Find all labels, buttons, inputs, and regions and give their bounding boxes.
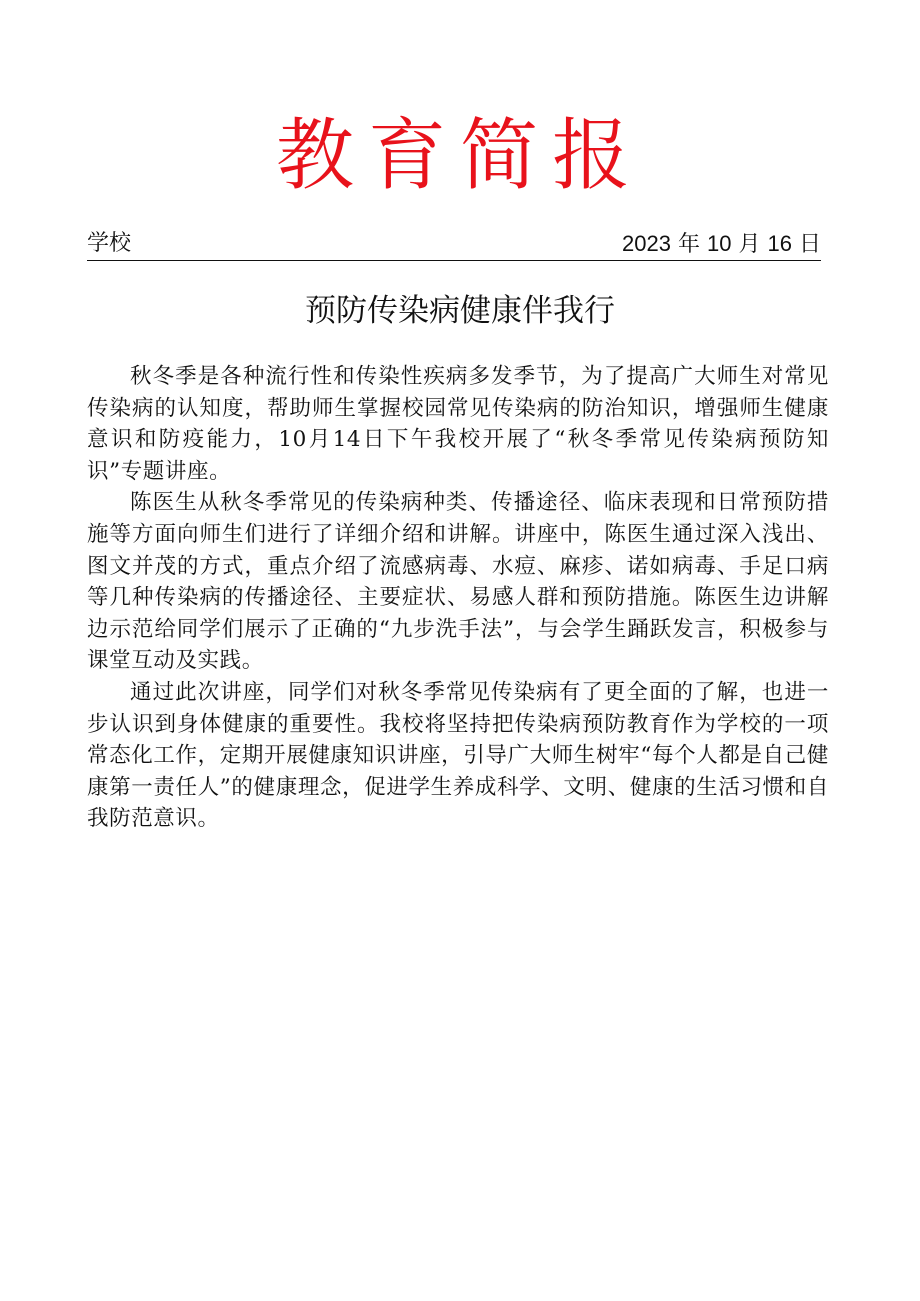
- issue-date: [622, 228, 821, 261]
- article-paragraph: 陈医生从秋冬季常见的传染病种类、传播途径、临床表现和日常预防措施等方面向师生们进行了详细介绍和讲解。讲座中，陈医生通过深入浅出、图文并茂的方式，重点介绍了流感病毒、水痘、麻疹、诺如病毒、手足口病等几种传染病的传播途径、主要症状、易感人群和预防措施。陈医生边讲解边示范给同学们展示了正确的“九步洗手法”，与会学生踊跃发言，积极参与课堂互动及实践。: [87, 490, 829, 674]
- bulletin-masthead: 教育简报: [275, 111, 644, 201]
- date-day-unit: 日: [798, 232, 821, 257]
- date-year-unit: 年: [677, 232, 700, 257]
- info-row: [87, 228, 821, 261]
- article-paragraph: 秋冬季是各种流行性和传染性疾病多发季节，为了提高广大师生对常见传染病的认知度，帮助师生掌握校园常见传染病的防治知识，增强师生健康意识和防疫能力，10月14日下午我校开展了“秋冬季常见传染病预防知识”专题讲座。: [87, 364, 829, 484]
- article-body: [87, 361, 829, 835]
- date-year: 2023: [622, 231, 671, 256]
- article-title: 预防传染病健康伴我行: [305, 293, 615, 329]
- date-month: 10: [707, 231, 732, 256]
- date-day: 16: [767, 231, 792, 256]
- school-label: 学校: [87, 231, 132, 256]
- article-paragraph: 通过此次讲座，同学们对秋冬季常见传染病有了更全面的了解，也进一步认识到身体健康的重要性。我校将坚持把传染病预防教育作为学校的一项常态化工作，定期开展健康知识讲座，引导广大师生树牢“每个人都是自己健康第一责任人”的健康理念，促进学生养成科学、文明、健康的生活习惯和自我防范意识。: [87, 679, 829, 832]
- date-month-unit: 月: [738, 232, 761, 257]
